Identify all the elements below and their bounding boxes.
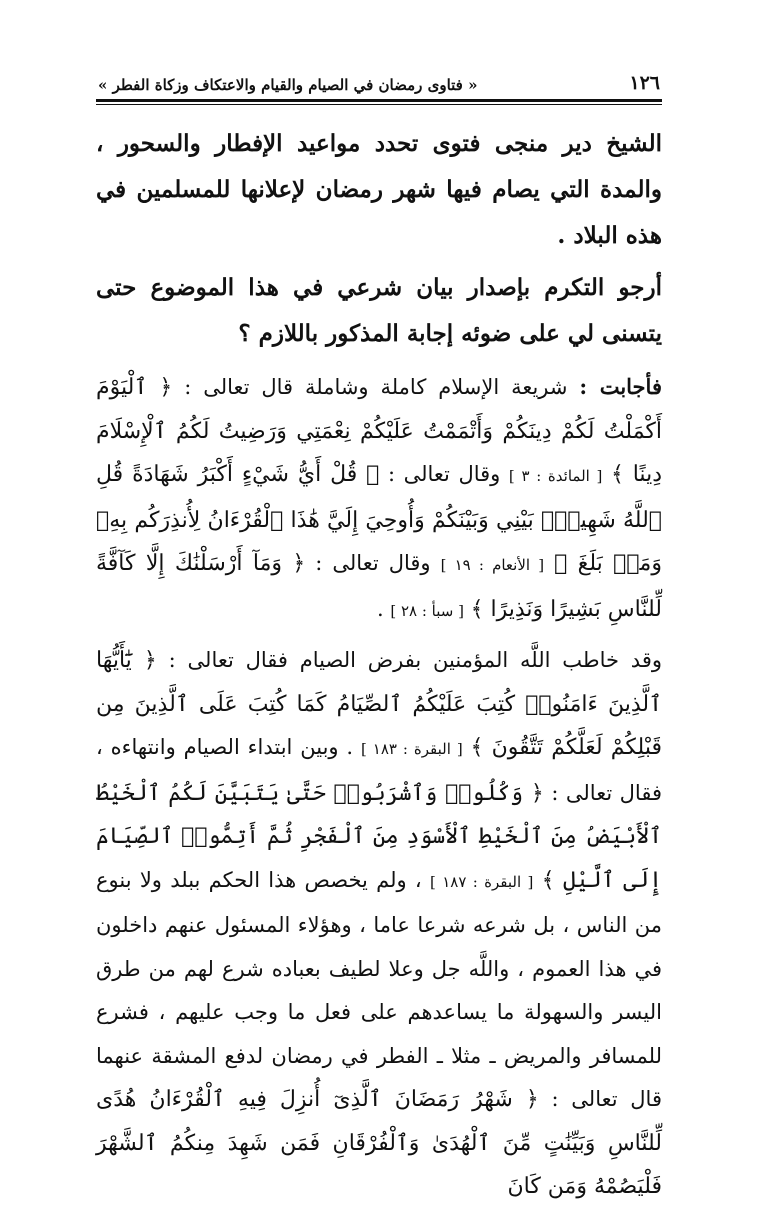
answer-lead: فأجابت : xyxy=(579,374,662,399)
answer-text: ، ولم يخصص هذا الحكم ببلد ولا بنوع من الناس ، بل شرعه شرعا عاما ، وهؤلاء المسئول عنهم داخلون في هذا العموم ، واللَّه جل وعلا لطيف بعباده شرع لهم من طرق اليسر والسهولة ما يساعدهم على فعل ما وجب عليهم ، فشرع للمسافر والمريض ـ مثلا ـ الفطر في رمضان لدفع المشقة عنهما قال تعالى : xyxy=(96,867,662,1111)
answer-paragraph xyxy=(96,365,662,633)
quran-verse: ﴿ قُلْ أَيُّ شَيْءٍ أَكْبَرُ شَهَادَةً قُلِ ٱللَّهُ شَهِيدٌۢ بَيْنِي وَبَيْنَكُمْ وَأُوحِيَ إِلَيَّ هَٰذَا ٱلْقُرْءَانُ لِأُنذِرَكُم بِهِۦ وَمَنۢ بَلَغَ ﴾ xyxy=(96,462,662,576)
answer-text: . xyxy=(376,596,384,621)
running-title: « فتاوى رمضان في الصيام والقيام والاعتكاف وزكاة الفطر » xyxy=(98,76,478,94)
quran-verse: ﴿ وَمَآ أَرْسَلْنَٰكَ إِلَّا كَآفَّةً لِّلنَّاسِ بَشِيرًا وَنَذِيرًا ﴾ xyxy=(96,551,662,622)
answer-text: . وبين ابتداء الصيام وانتهاءه ، فقال تعالى : xyxy=(96,735,662,805)
question-paragraph: الشيخ دير منجى فتوى تحدد مواعيد الإفطار والسحور ، والمدة التي يصام فيها شهر رمضان لإعلانها للمسلمين في هذه البلاد . xyxy=(96,130,662,249)
answer-paragraph xyxy=(96,639,662,1209)
page-number: ١٢٦ xyxy=(629,72,660,94)
answer-text: وقال تعالى : xyxy=(387,462,501,486)
quran-verse: ﴿ وَكُلُوا۟ وَٱشْرَبُوا۟ حَتَّىٰ يَتَبَيَّنَ لَكُمُ ٱلْخَيْطُ ٱلْأَبْيَضُ مِنَ ٱلْخَيْطِ ٱلْأَسْوَدِ مِنَ ٱلْفَجْرِ ثُمَّ أَتِمُّوا۟ ٱلصِّيَامَ إِلَى ٱلَّيْلِ ﴾ xyxy=(96,780,662,893)
question-paragraph: أرجو التكرم بإصدار بيان شرعي في هذا الموضوع حتى يتسنى لي على ضوئه إجابة المذكور باللازم ؟ xyxy=(96,274,662,347)
verse-reference: [ البقرة : ١٨٧ ] xyxy=(429,872,534,891)
answer-text: وقال تعالى : xyxy=(315,551,431,575)
verse-reference: [ البقرة : ١٨٣ ] xyxy=(360,740,463,758)
header-rule-thick xyxy=(96,99,662,102)
quran-verse: ﴿ ٱلْيَوْمَ أَكْمَلْتُ لَكُمْ دِينَكُمْ وَأَتْمَمْتُ عَلَيْكُمْ نِعْمَتِي وَرَضِيتُ لَكُمُ ٱلْإِسْلَامَ دِينًا ﴾ xyxy=(96,375,662,487)
answer-text: شريعة الإسلام كاملة وشاملة قال تعالى : xyxy=(184,375,568,399)
question-block xyxy=(96,121,662,357)
verse-reference: [ الأنعام : ١٩ ] xyxy=(440,556,545,574)
answer-block xyxy=(96,365,662,1209)
verse-reference: [ المائدة : ٣ ] xyxy=(508,467,603,485)
quran-verse: ﴿ شَهْرُ رَمَضَانَ ٱلَّذِىٓ أُنزِلَ فِيهِ ٱلْقُرْءَانُ هُدًى لِّلنَّاسِ وَبَيِّنَٰتٍ مِّنَ ٱلْهُدَىٰ وَٱلْفُرْقَانِ فَمَن شَهِدَ مِنكُمُ ٱلشَّهْرَ فَلْيَصُمْهُ وَمَن كَانَ xyxy=(96,1087,662,1199)
verse-reference: [ سبأ : ٢٨ ] xyxy=(390,601,464,620)
header-rule-thin xyxy=(96,104,662,105)
quran-verse: ﴿ يَٰٓأَيُّهَا ٱلَّذِينَ ءَامَنُوا۟ كُتِبَ عَلَيْكُمُ ٱلصِّيَامُ كَمَا كُتِبَ عَلَى ٱلَّذِينَ مِن قَبْلِكُمْ لَعَلَّكُمْ تَتَّقُونَ ﴾ xyxy=(96,648,662,760)
answer-text: وقد خاطب اللَّه المؤمنين بفرض الصيام فقال تعالى : xyxy=(168,648,662,672)
page-header xyxy=(96,68,662,97)
